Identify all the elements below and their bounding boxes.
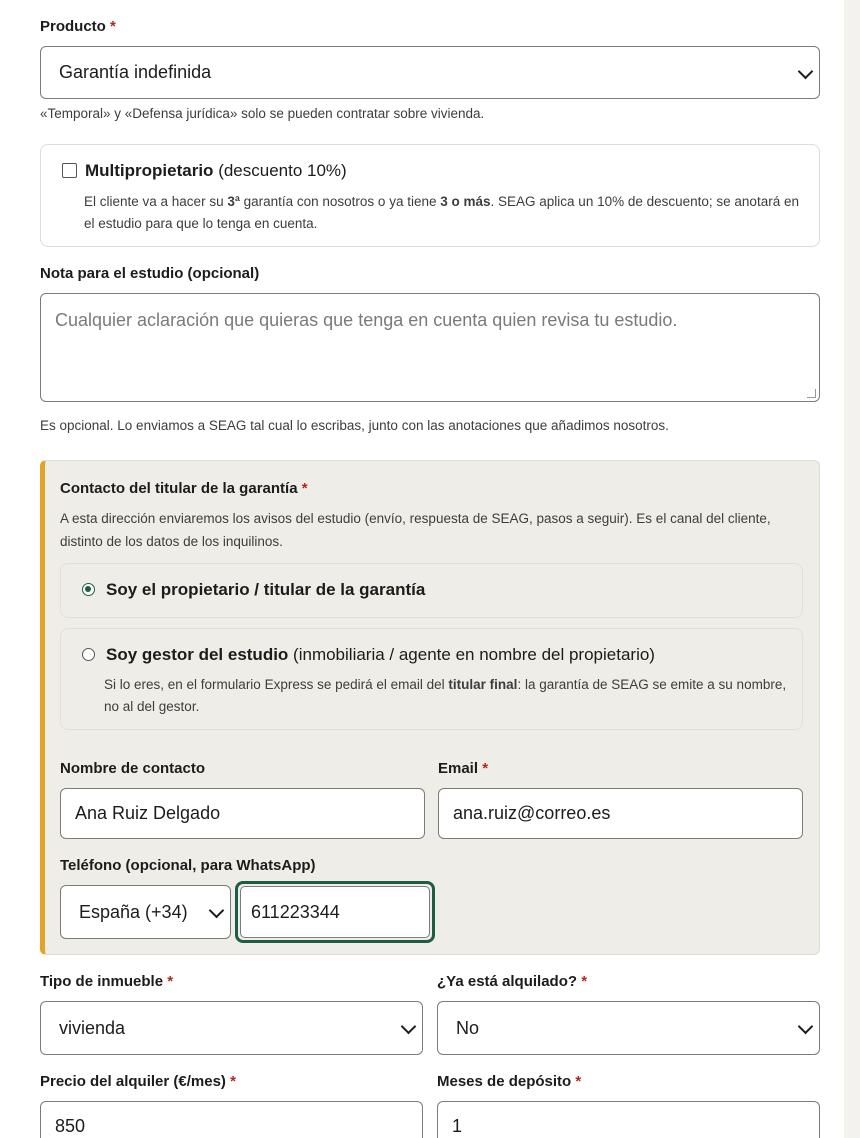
chevron-down-icon [798,63,814,79]
manager-radio[interactable] [82,648,95,661]
precio-label-text: Precio del alquiler (€/mes) [40,1073,226,1090]
chevron-down-icon [209,903,225,919]
meses-label-text: Meses de depósito [437,1073,572,1090]
nota-placeholder: Cualquier aclaración que quieras que tenga en cuenta quien revisa tu estudio. [55,310,678,330]
option-owner[interactable] [60,563,803,618]
pais-select[interactable] [60,885,231,939]
nota-textarea[interactable] [40,293,820,402]
alquilado-select[interactable] [437,1001,820,1055]
required-mark: * [167,973,174,990]
desc-text: El cliente va a hacer su [84,194,228,209]
required-mark: * [110,18,116,35]
meses-input[interactable] [437,1101,820,1138]
telefono-label: Teléfono (opcional, para WhatsApp) [60,857,316,874]
required-mark: * [482,760,489,777]
required-mark: * [581,973,588,990]
email-label-text: Email [438,760,479,777]
email-input[interactable] [438,788,803,839]
pais-value: España (+34) [79,901,188,922]
telefono-focus-ring [235,881,435,943]
desc-text: : la garantía de SEAG se emite a su nombre, no al del gestor. [104,677,787,714]
chevron-down-icon [401,1019,417,1035]
chevron-down-icon [798,1019,814,1035]
multipropietario-card [40,144,820,247]
producto-select-value: Garantía indefinida [59,62,212,82]
option-manager-label [106,645,655,665]
required-mark: * [301,480,308,497]
producto-select[interactable] [40,46,820,99]
multipropietario-desc [84,191,800,235]
tipo-label [40,973,173,990]
desc-bold: 3 o más [440,194,491,209]
desc-bold: titular final [448,677,518,692]
meses-value: 1 [452,1116,463,1136]
contacto-panel [40,460,820,955]
precio-value: 850 [55,1116,86,1136]
tipo-select[interactable] [40,1001,423,1055]
desc-text: garantía con nosotros o ya tiene [239,194,441,209]
meses-label [437,1073,581,1090]
precio-input[interactable] [40,1101,423,1138]
email-value: ana.ruiz@correo.es [453,803,611,823]
nombre-label: Nombre de contacto [60,760,206,777]
nombre-value: Ana Ruiz Delgado [75,803,221,823]
producto-help: «Temporal» y «Defensa jurídica» solo se pueden contratar sobre vivienda. [40,106,485,121]
option-manager-suffix: (inmobiliaria / agente en nombre del propietario) [293,645,655,664]
page-edge [844,0,860,1138]
desc-text: . SEAG aplica un 10% de descuento; se anotará en el estudio para que lo tenga en cuenta. [84,194,799,231]
resize-handle[interactable] [807,389,816,398]
multipropietario-title [85,161,347,181]
contacto-title-text: Contacto del titular de la garantía [60,480,298,497]
desc-bold: 3ª [227,194,240,209]
email-label [438,760,488,777]
option-manager[interactable] [60,628,803,730]
desc-text: Si lo eres, en el formulario Express se pedirá el email del [104,677,449,692]
contacto-title [60,480,308,497]
nombre-input[interactable] [60,788,425,839]
producto-label-text: Producto [40,18,106,35]
multipropietario-title-suffix: (descuento 10%) [218,161,347,180]
alquilado-label-text: ¿Ya está alquilado? [437,973,578,990]
tipo-label-text: Tipo de inmueble [40,973,164,990]
nota-help: Es opcional. Lo enviamos a SEAG tal cual lo escribas, junto con las anotaciones que añadimos nosotros. [40,418,669,433]
alquilado-label [437,973,587,990]
option-owner-label: Soy el propietario / titular de la garantía [106,580,426,599]
multipropietario-title-bold: Multipropietario [85,161,214,180]
required-mark: * [230,1073,236,1090]
alquilado-value: No [456,1017,480,1038]
option-manager-desc [104,674,794,718]
multipropietario-checkbox[interactable] [62,163,77,178]
telefono-input[interactable] [240,886,430,938]
owner-radio[interactable] [82,583,95,596]
nota-label: Nota para el estudio (opcional) [40,265,260,282]
precio-label [40,1073,236,1090]
contacto-desc: A esta dirección enviaremos los avisos del estudio (envío, respuesta de SEAG, pasos a seguir). Es el canal del cliente, distinto de los datos de los inquilinos. [60,511,771,549]
telefono-value: 611223344 [251,901,340,922]
producto-label [40,18,116,35]
tipo-value: vivienda [59,1017,126,1038]
required-mark: * [575,1073,582,1090]
option-manager-bold: Soy gestor del estudio [106,645,289,664]
